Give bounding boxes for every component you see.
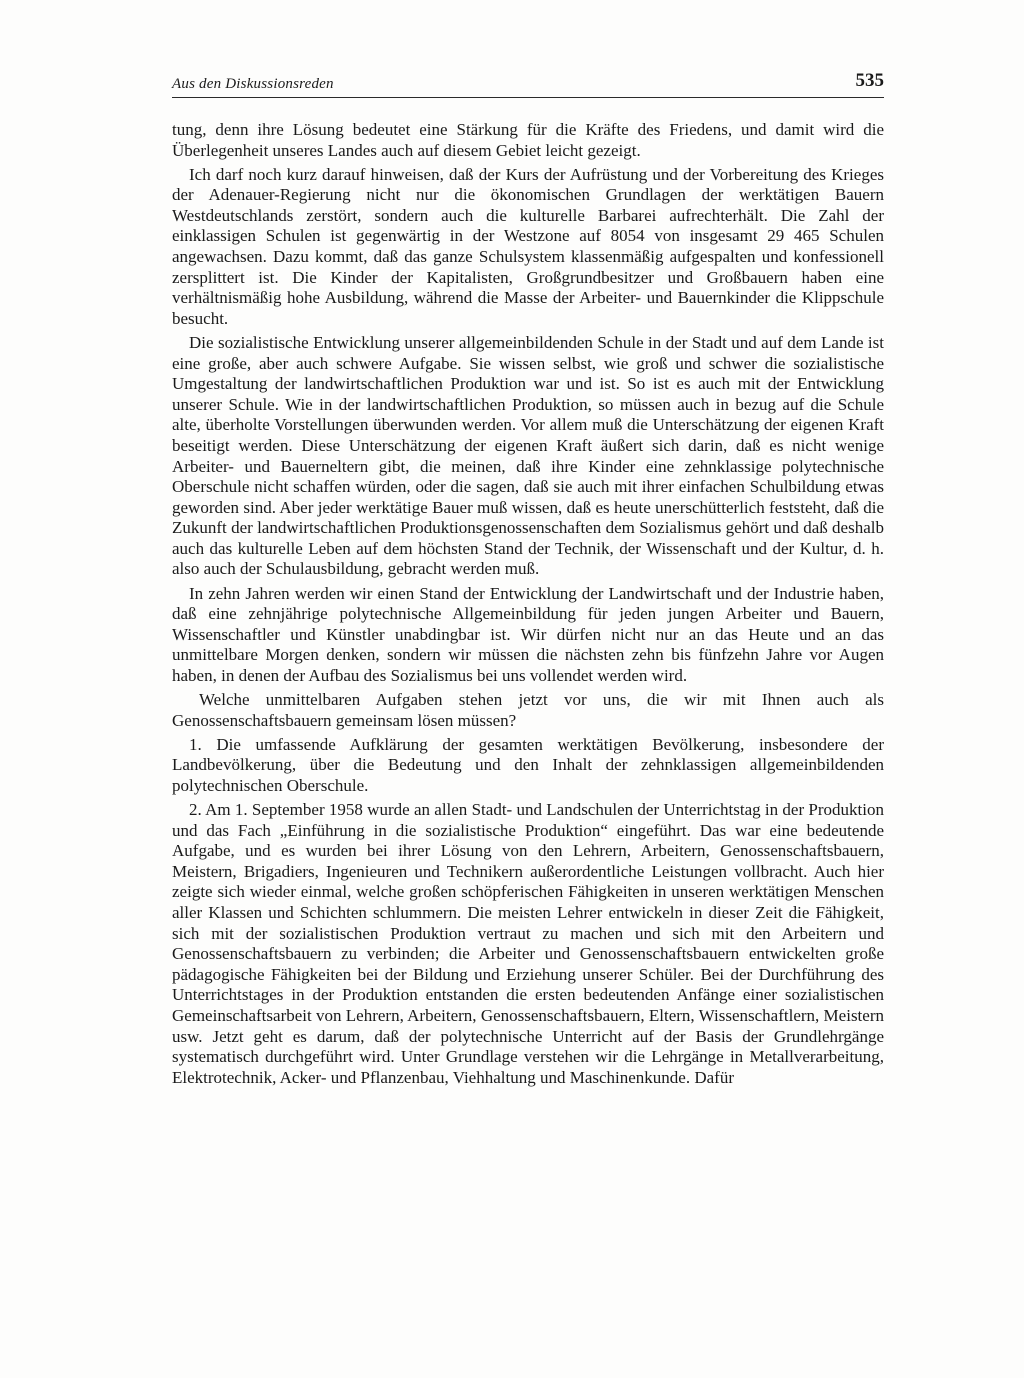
page-header [172, 70, 884, 100]
paragraph-continuation: tung, denn ihre Lösung bedeutet eine Stärkung für die Kräfte des Friedens, und damit wird die Überlegenheit unseres Landes auch auf diesem Gebiet leicht gezeigt. [172, 120, 884, 160]
list-item-1: 1. Die umfassende Aufklärung der gesamten werktätigen Bevölkerung, insbesondere der Landbevölkerung, über die Bedeutung und den Inhalt der zehnklassigen allgemeinbildenden polytechnischen Oberschule. [172, 734, 884, 795]
running-head: Aus den Diskussionsreden [172, 76, 334, 92]
paragraph-question: Welche unmittelbaren Aufgaben stehen jetzt vor uns, die wir mit Ihnen auch als Genossenschaftsbauern gemeinsam lösen müssen? [172, 690, 884, 730]
paragraph: Ich darf noch kurz darauf hinweisen, daß der Kurs der Aufrüstung und der Vorbereitung des Krieges der Adenauer-Regierung nicht nur die ökonomischen Grundlagen der werktätigen Bauern Westdeutschlands zerstört, sondern auch die kulturelle Barbarei aufrechterhält. Die Zahl der einklassigen Schulen ist gegenwärtig in der Westzone auf 8054 von insgesamt 29 465 Schulen angewachsen. Dazu kommt, daß das ganze Schulsystem klassenmäßig aufgespalten und konfessionell zersplittert ist. Die Kinder der Kapitalisten, Großgrundbesitzer und Großbauern haben eine verhältnismäßig hohe Ausbildung, während die Masse der Arbeiter- und Bauernkinder die Klippschule besucht. [172, 164, 884, 328]
paragraph: In zehn Jahren werden wir einen Stand der Entwicklung der Landwirtschaft und der Industrie haben, daß eine zehnjährige polytechnische Allgemeinbildung für jeden jungen Arbeiter und Bauern, Wissenschaftler und Künstler unabdingbar ist. Wir dürfen nicht nur an das Heute und an das unmittelbare Morgen denken, sondern wir müssen die nächsten zehn bis fünfzehn Jahre vor Augen haben, in denen der Aufbau des Sozialismus bei uns vollendet werden wird. [172, 583, 884, 685]
header-rule [172, 97, 884, 98]
body-text [172, 120, 884, 1092]
list-item-2: 2. Am 1. September 1958 wurde an allen Stadt- und Landschulen der Unterrichtstag in der Produktion und das Fach „Einführung in die sozialistische Produktion“ eingeführt. Das war eine bedeutende Aufgabe, und es wurden bei ihrer Lösung von den Lehrern, Arbeitern, Genossenschaftsbauern, Meistern, Brigadiers, Ingenieuren und Technikern außerordentliche Leistungen vollbracht. Auch hier zeigte sich wieder einmal, welche großen schöpferischen Fähigkeiten in unseren werktätigen Menschen aller Klassen und Schichten schlummern. Die meisten Lehrer entwickeln in dieser Zeit die Fähigkeit, sich mit der sozialistischen Produktion vertraut zu machen und sich mit den Arbeitern und Genossenschaftsbauern zu verbinden; die Arbeiter und Genossenschaftsbauern entwickelten große pädagogische Fähigkeiten bei der Bildung und Erziehung unserer Schüler. Bei der Durchführung des Unterrichtstages in der Produktion entstanden die ersten bedeutenden Anfänge einer sozialistischen Gemeinschaftsarbeit von Lehrern, Arbeitern, Genossenschaftsbauern, Eltern, Wissenschaftlern, Meistern usw. Jetzt geht es darum, daß der polytechnische Unterricht auf der Basis der Grundlehrgänge systematisch durchgeführt wird. Unter Grundlage verstehen wir die Lehrgänge in Metallverarbeitung, Elektrotechnik, Acker- und Pflanzenbau, Viehhaltung und Maschinenkunde. Dafür [172, 800, 884, 1087]
page-number: 535 [855, 70, 884, 91]
paragraph: Die sozialistische Entwicklung unserer allgemeinbildenden Schule in der Stadt und auf dem Lande ist eine große, aber auch schwere Aufgabe. Sie wissen selbst, wie groß und schwer die sozialistische Umgestaltung der landwirtschaftlichen Produktion war und ist. So ist es auch mit der Entwicklung unserer Schule. Wie in der landwirtschaftlichen Produktion, so müssen auch in bezug auf die Schule alte, überholte Vorstellungen überwunden werden. Vor allem muß die Unterschätzung der eigenen Kraft beseitigt werden. Diese Unterschätzung der eigenen Kraft äußert sich darin, daß es nicht wenige Arbeiter- und Bauerneltern gibt, die meinen, daß ihre Kinder eine zehnklassige polytechnische Oberschule nicht schaffen würden, oder die sagen, daß sie auch mit ihrer einfachen Schulbildung etwas geworden sind. Aber jeder werktätige Bauer muß wissen, daß es heute unerschütterlich feststeht, daß die Zukunft der landwirtschaftlichen Produktionsgenossenschaften dem Sozialismus gehört und daß deshalb auch das kulturelle Leben auf dem höchsten Stand der Technik, der Wissenschaft und der Kultur, d. h. also auch der Schulausbildung, gebracht werden muß. [172, 332, 884, 579]
